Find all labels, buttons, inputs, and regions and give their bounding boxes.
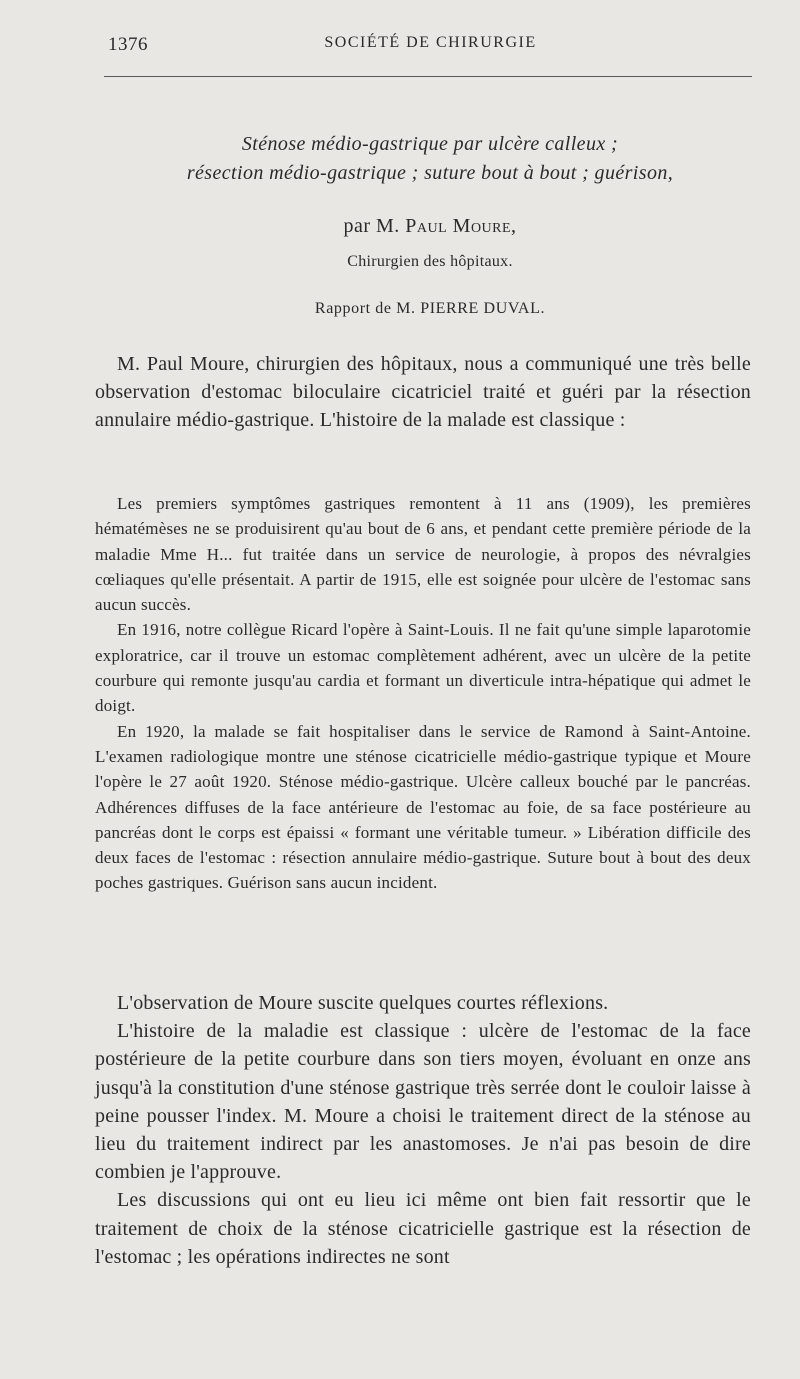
case-report <box>95 491 751 896</box>
case-paragraph-2: En 1916, notre collègue Ricard l'opère à Saint-Louis. Il ne fait qu'une simple laparotomie exploratrice, car il trouve un estomac complètement adhérent, avec un ulcère de la petite courbure qui remonte jusqu'au cardia et formant un diverticule intra-hépatique qui admet le doigt. <box>95 620 751 716</box>
header-rule <box>104 76 752 77</box>
running-head: SOCIÉTÉ DE CHIRURGIE <box>324 34 537 51</box>
intro-section <box>95 350 751 435</box>
report-line <box>110 300 750 318</box>
byline-prefix: par M. <box>343 215 400 237</box>
discussion-paragraph-2: L'histoire de la maladie est classique : ulcère de l'estomac de la face postérieure de la petite courbure dans son tiers moyen, évoluant en onze ans jusqu'à la constitution d'une sténose gastrique très serrée dont le couloir laisse à peine pousser l'index. M. Moure a choisi le traitement direct de la sténose au lieu du traitement indirect par les anastomoses. Je n'ai pas besoin de dire combien je l'approuve. <box>95 1020 751 1184</box>
reporter-name: PIERRE DUVAL. <box>420 300 546 317</box>
report-prefix: Rapport de M. <box>314 300 416 317</box>
author-affiliation: Chirurgien des hôpitaux. <box>347 253 513 270</box>
case-paragraph-1: Les premiers symptômes gastriques remontent à 11 ans (1909), les premières hématémèses ne se produisirent qu'au bout de 6 ans, et pendant cette première période de la maladie Mme H... fut traitée dans un service de neurologie, à propos des névralgies cœliaques qu'elle présentait. A partir de 1915, elle est soignée pour ulcère de l'estomac sans aucun succès. <box>95 494 751 615</box>
discussion-section <box>95 989 751 1271</box>
author-name: Paul Moure, <box>405 215 517 237</box>
title-line-1: Sténose médio-gastrique par ulcère calleux ; <box>241 133 619 155</box>
discussion-paragraph-1: L'observation de Moure suscite quelques courtes réflexions. <box>117 992 609 1014</box>
case-paragraph-3: En 1920, la malade se fait hospitaliser dans le service de Ramond à Saint-Antoine. L'examen radiologique montre une sténose cicatricielle médio-gastrique typique et Moure l'opère le 27 août 1920. Sténose médio-gastrique. Ulcère calleux bouché par le pancréas. Adhérences diffuses de la face antérieure de l'estomac au foie, de sa face postérieure au pancréas dont le corps est épaissi « formant une véritable tumeur. » Libération difficile des deux faces de l'estomac : résection annulaire médio-gastrique. Suture bout à bout des deux poches gastriques. Guérison sans aucun incident. <box>95 721 751 893</box>
page-header <box>108 34 753 62</box>
intro-paragraph: M. Paul Moure, chirurgien des hôpitaux, nous a communiqué une très belle observation d'estomac biloculaire cicatriciel traité et guéri par la résection annulaire médio-gastrique. L'histoire de la malade est classique : <box>95 353 751 432</box>
title-line-2: résection médio-gastrique ; suture bout à bout ; guérison, <box>186 162 674 184</box>
byline <box>110 215 750 238</box>
article-title <box>110 130 750 188</box>
discussion-paragraph-3: Les discussions qui ont eu lieu ici même ont bien fait ressortir que le traitement de choix de la sténose cicatricielle gastrique est la résection de l'estomac ; les opérations indirectes ne sont <box>95 1189 751 1268</box>
page-number: 1376 <box>108 34 148 55</box>
